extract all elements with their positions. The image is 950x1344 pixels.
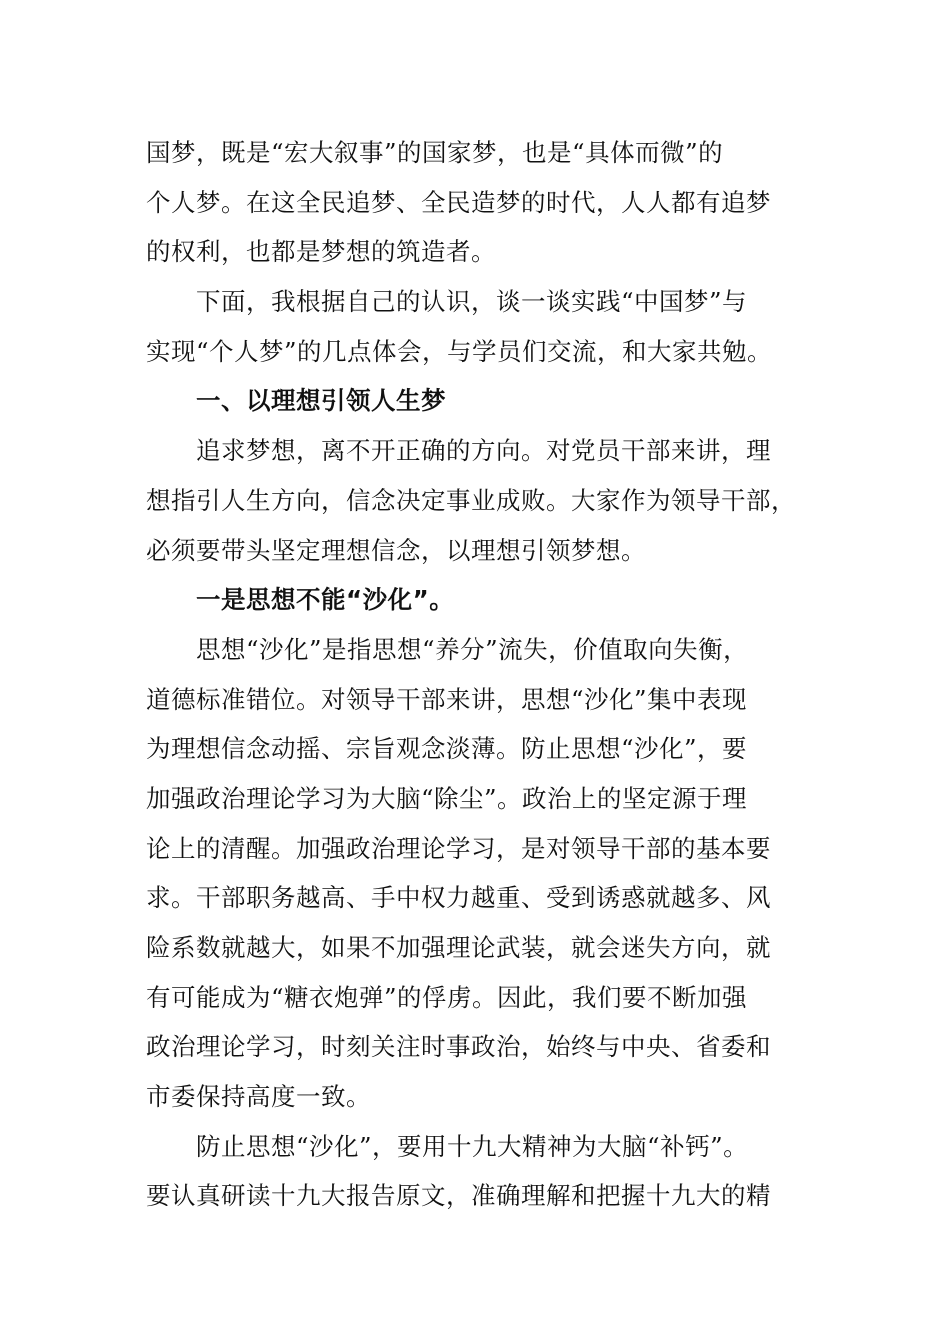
document-body xyxy=(146,128,806,1221)
text-line: 思想“沙化”是指思想“养分”流失，价值取向失衡， xyxy=(196,634,749,664)
text-line: 加强政治理论学习为大脑“除尘”。政治上的坚定源于理 xyxy=(146,783,748,813)
text-line: 政治理论学习，时刻关注时事政治，始终与中央、省委和 xyxy=(146,1032,771,1062)
text-line: 个人梦。在这全民追梦、全民造梦的时代，人人都有追梦 xyxy=(146,187,771,217)
text-line: 论上的清醒。加强政治理论学习，是对领导干部的基本要 xyxy=(146,833,771,863)
text-line: 求。干部职务越高、手中权力越重、受到诱惑就越多、风 xyxy=(146,883,771,913)
text-line: 实现“个人梦”的几点体会，与学员们交流，和大家共勉。 xyxy=(146,336,773,366)
text-line: 有可能成为“糖衣炮弹”的俘虏。因此，我们要不断加强 xyxy=(146,982,748,1012)
text-line: 的权利，也都是梦想的筑造者。 xyxy=(146,237,496,267)
text-line: 想指引人生方向，信念决定事业成败。大家作为领导干部， xyxy=(146,485,796,515)
text-line: 市委保持高度一致。 xyxy=(146,1082,371,1112)
text-line: 为理想信念动摇、宗旨观念淡薄。防止思想“沙化”，要 xyxy=(146,734,748,764)
text-line: 国梦，既是“宏大叙事”的国家梦，也是“具体而微”的 xyxy=(146,138,724,167)
section-heading: 一、以理想引领人生梦 xyxy=(196,386,446,416)
text-line: 防止思想“沙化”，要用十九大精神为大脑“补钙”。 xyxy=(196,1131,749,1161)
text-line: 要认真研读十九大报告原文，准确理解和把握十九大的精 xyxy=(146,1181,771,1211)
text-line: 道德标准错位。对领导干部来讲，思想“沙化”集中表现 xyxy=(146,684,748,714)
text-line: 险系数就越大，如果不加强理论武装，就会迷失方向，就 xyxy=(146,933,771,962)
text-line: 必须要带头坚定理想信念，以理想引领梦想。 xyxy=(146,535,646,565)
text-line: 追求梦想，离不开正确的方向。对党员干部来讲，理 xyxy=(196,436,771,466)
text-line: 下面，我根据自己的认识，谈一谈实践“中国梦”与 xyxy=(196,287,748,317)
section-heading: 一是思想不能“沙化”。 xyxy=(196,585,455,615)
